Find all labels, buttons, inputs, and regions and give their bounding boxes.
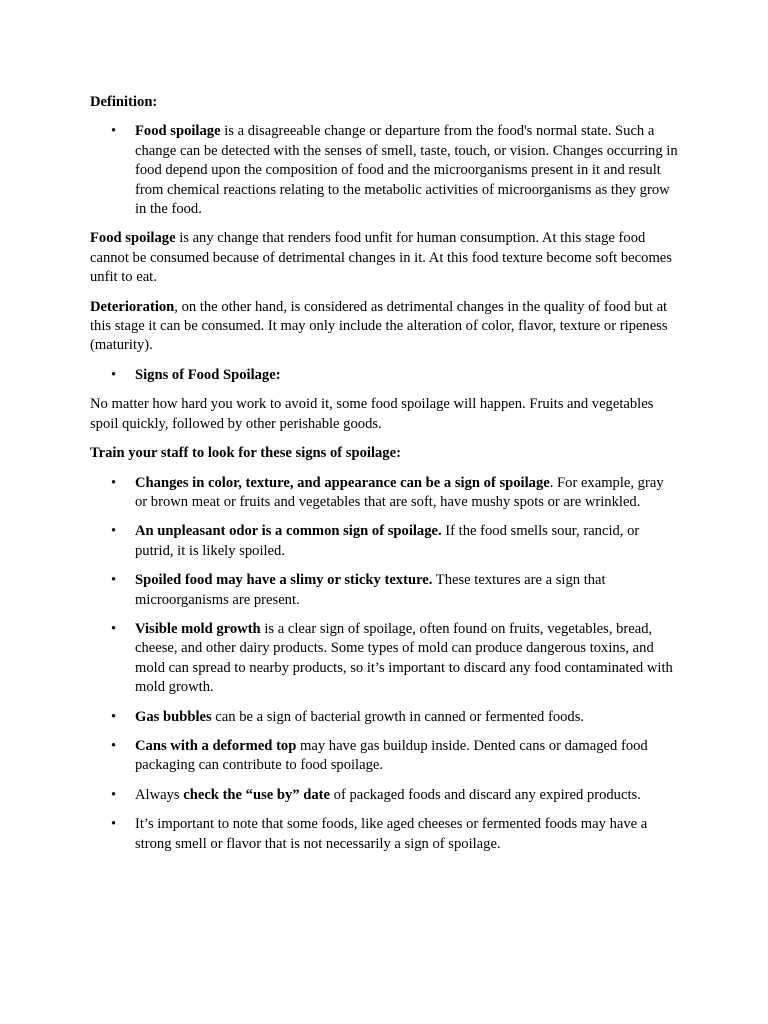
sign-bold-text: Spoiled food may have a slimy or sticky texture.: [135, 572, 433, 589]
bullet-marker: •: [111, 786, 117, 803]
bullet-marker: •: [111, 572, 117, 589]
sign-text: of packaged foods and discard any expired products.: [330, 786, 641, 803]
definition-heading: Definition:: [90, 94, 158, 110]
deterioration-paragraph: [90, 298, 678, 356]
sign-text: If the food smells sour, rancid, or putrid, it is likely spoiled.: [135, 523, 640, 559]
signs-list: [90, 474, 678, 855]
bullet-marker: •: [111, 474, 117, 491]
sign-bold-text: Changes in color, texture, and appearance can be a sign of spoilage: [135, 474, 550, 491]
definition-list: [90, 122, 678, 219]
bullet-marker: •: [111, 708, 117, 725]
sign-list-item: [90, 620, 678, 698]
bullet-marker: •: [111, 816, 117, 833]
bullet-marker: •: [111, 737, 117, 754]
sign-list-item: [90, 737, 678, 776]
bullet-marker: •: [111, 523, 117, 540]
sign-text: may have gas buildup inside. Dented cans or damaged food packaging can contribute to food spoilage.: [135, 737, 648, 774]
sign-lead-text: It’s important to note that some foods, like aged cheeses or fermented foods may have a strong smell or flavor that is not necessarily a sign of spoilage.: [135, 816, 648, 852]
bullet-marker: •: [111, 123, 117, 140]
spoilage-term: Food spoilage: [90, 230, 176, 247]
sign-bold-text: check the “use by” date: [183, 786, 330, 803]
sign-text: . For example, gray or brown meat or fruits and vegetables that are soft, have mushy spots or are wrinkled.: [135, 474, 664, 510]
sign-text: can be a sign of bacterial growth in canned or fermented foods.: [211, 708, 585, 725]
intro-paragraph: No matter how hard you work to avoid it, some food spoilage will happen. Fruits and vegetables spoil quickly, followed by other perishable goods.: [90, 396, 654, 432]
deterioration-text: , on the other hand, is considered as detrimental changes in the quality of food but at this stage it can be consumed. It may only include the alteration of color, flavor, texture or ripeness (maturity).: [90, 298, 668, 354]
sign-text: is a clear sign of spoilage, often found on fruits, vegetables, bread, cheese, and other dairy products. Some types of mold can produce dangerous toxins, and mold can spread to nearby products, so it’s important to discard any food contaminated with mold growth.: [135, 620, 673, 696]
sign-lead-text: Always: [135, 786, 184, 803]
definition-text: is a disagreeable change or departure from the food's normal state. Such a change can be detected with the senses of smell, taste, touch, or vision. Changes occurring in food depend upon the composition of food and the microorganisms present in it and result from chemical reactions relating to the metabolic activities of microorganisms as they grow in the food.: [135, 123, 678, 218]
bullet-marker: •: [111, 620, 117, 637]
sign-bold-text: Visible mold growth: [135, 620, 261, 637]
spoilage-text: is any change that renders food unfit for human consumption. At this stage food cannot be consumed because of detrimental changes in it. At this food texture become soft becomes unfit to eat.: [90, 230, 672, 286]
signs-heading: Signs of Food Spoilage:: [135, 366, 281, 383]
deterioration-term: Deterioration: [90, 298, 175, 315]
train-heading: Train your staff to look for these signs of spoilage:: [90, 445, 401, 462]
sign-bold-text: Cans with a deformed top: [135, 737, 297, 754]
sign-text: These textures are a sign that microorganisms are present.: [135, 572, 606, 608]
definition-bullet: [90, 122, 678, 219]
sign-bold-text: An unpleasant odor is a common sign of spoilage.: [135, 523, 442, 540]
spoilage-paragraph: [90, 229, 678, 287]
sign-list-item: [90, 786, 678, 805]
signs-heading-bullet: [90, 366, 678, 385]
sign-list-item: [90, 474, 678, 513]
sign-list-item: [90, 708, 678, 727]
sign-list-item: [90, 522, 678, 561]
sign-list-item: [90, 571, 678, 610]
bullet-marker: •: [111, 366, 117, 383]
signs-heading-list: [90, 366, 678, 385]
sign-bold-text: Gas bubbles: [135, 708, 212, 725]
sign-list-item: [90, 815, 678, 854]
definition-term: Food spoilage: [135, 123, 221, 140]
